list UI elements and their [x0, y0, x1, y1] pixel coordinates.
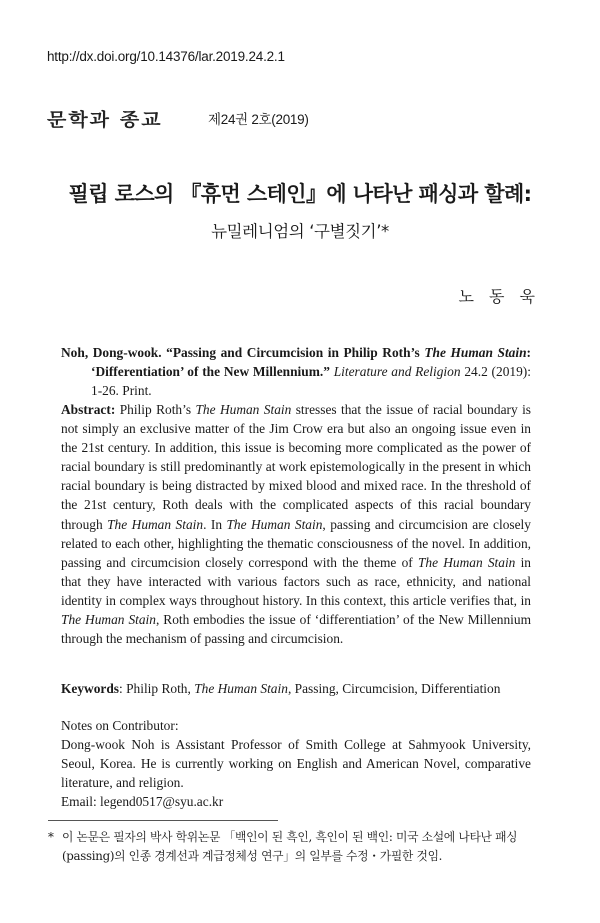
abstract-italic: The Human Stain — [226, 516, 323, 532]
keywords-label: Keywords — [61, 681, 120, 696]
article-title: 필립 로스의 『휴먼 스테인』에 나타난 패싱과 할례: — [68, 182, 532, 206]
footnote — [48, 828, 538, 866]
notes-heading: Notes on Contributor: — [61, 718, 179, 733]
keywords-italic: The Human Stain — [194, 681, 288, 696]
abstract-italic: The Human Stain — [417, 554, 516, 570]
footnote-marker: * — [48, 830, 54, 844]
abstract-text: in that they have interacted with various factors such as race, ethnicity, and national identity in complex ways throughout history. In this context, this article verifies that, in — [61, 554, 532, 608]
footnote-text: 이 논문은 필자의 박사 학위논문 「백인이 된 흑인, 흑인이 된 백인: 미국 소설에 나타난 패싱(passing)의 인종 경계선과 계급정체성 연구」의 일부를 수정・가필한 것임. — [62, 830, 518, 863]
abstract — [61, 400, 531, 648]
doi-link[interactable]: http://dx.doi.org/10.14376/lar.2019.24.2.1 — [47, 49, 285, 64]
keywords-text: , Passing, Circumcision, Differentiation — [287, 681, 501, 696]
notes-email[interactable]: Email: legend0517@syu.ac.kr — [61, 794, 224, 810]
citation-journal: Literature and Religion — [333, 364, 461, 380]
citation-work-title: The Human Stain — [424, 345, 527, 360]
author-name: 노 동 욱 — [458, 287, 540, 306]
issue-info: 제24권 2호(2019) — [208, 112, 309, 127]
keywords-text: : Philip Roth, — [119, 681, 195, 696]
notes-bio: Dong-wook Noh is Assistant Professor of Smith College at Sahmyook University, Seoul, Korea. He is currently working on English and American Novel, comparative literature, and religion. — [61, 737, 531, 791]
abstract-text: . In — [203, 516, 227, 532]
contributor-notes — [61, 716, 531, 811]
keywords — [61, 679, 531, 698]
abstract-italic: The Human Stain — [195, 402, 292, 417]
abstract-text: , passing and circumcision are closely related to each other, highlighting the thematic consciousness of the novel. In addition, passing and circumcision closely correspond with the theme of — [61, 516, 531, 570]
abstract-italic: The Human Stain — [61, 612, 156, 628]
abstract-label: Abstract: — [61, 402, 116, 417]
abstract-text: Philip Roth’s — [115, 402, 196, 417]
citation-part1: Noh, Dong-wook. “Passing and Circumcision in Philip Roth’s — [61, 345, 425, 360]
citation-part3: 24.2 (2019): 1-26. Print. — [91, 364, 531, 399]
citation-part2: : ‘Differentiation’ of the New Millennium.” — [91, 345, 532, 380]
journal-logo: 문학과 종교 — [47, 109, 163, 131]
footnote-divider — [48, 820, 278, 821]
citation — [61, 343, 531, 400]
abstract-text: stresses that the issue of racial boundary is not simply an exclusive matter of the Jim Crow era but also an ongoing issue even in the 21st century. In addition, this issue is becoming more complicated as the power of racial boundary is still predominantly at work epistemologically in the present in which racial boundary is being distracted by mixed blood and mixed race. In the threshold of the 21st century, Roth deals with the complicated aspects of this racial boundary through — [61, 402, 531, 532]
abstract-text: , Roth embodies the issue of ‘differentiation’ of the New Millennium through the mechanism of passing and circumcision. — [61, 612, 531, 647]
abstract-italic: The Human Stain — [107, 516, 204, 532]
article-subtitle: 뉴밀레니엄의 ‘구별짓기’* — [211, 222, 389, 241]
